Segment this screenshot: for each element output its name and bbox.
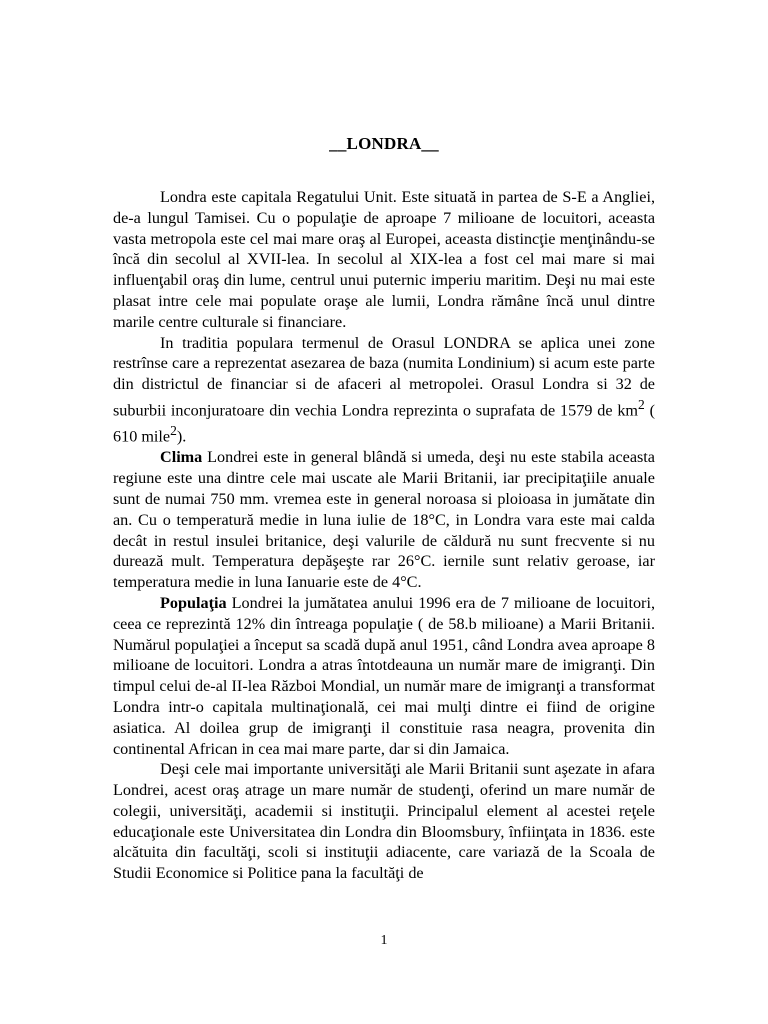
document-body — [113, 187, 655, 884]
superscript-km2: 2 — [638, 396, 645, 412]
population-heading: Populaţia — [160, 593, 227, 612]
paragraph-city-end: ). — [176, 427, 187, 446]
paragraph-education — [113, 759, 655, 884]
paragraph-intro-text: Londra este capitala Regatului Unit. Este situată in partea de S-E a Angliei, de-a lungul Tamisei. Cu o populaţie de aproape 7 milioane de locuitori, aceasta vasta metropola este cel mai mare oraş al Europei, aceasta distincţie menţinându-se încă din secolul al XVII-lea. In secolul al XIX-lea a fost cel mai mare si mai influenţabil oraş din lume, centrul unui puternic imperiu maritim. Deşi nu mai este plasat intre cele mai populate oraşe ale lumii, Londra rămâne încă unul dintre marile centre culturale si financiare. — [113, 188, 655, 331]
page-number: 1 — [380, 933, 388, 948]
superscript-mile2: 2 — [170, 423, 177, 439]
paragraph-climate — [113, 447, 655, 593]
paragraph-climate-text: Londrei este in general blândă si umeda, deşi nu este stabila aceasta regiune este una dintre cele mai uscate ale Marii Britanii, iar precipitaţiile anuale sunt de numai 750 mm. vremea este in general noroasa si ploioasa in jumătate din an. Cu o temperatură medie in luna iulie de 18°C, in Londra vara este mai calda decât in restul insulei britanice, deşi valurile de căldură nu sunt frecvente si nu durează mult. Temperatura depăşeşte rar 26°C. iernile sunt relativ geroase, iar temperatura medie in luna Ianuarie este de 4°C. — [113, 448, 655, 592]
paragraph-city — [113, 333, 655, 448]
paragraph-education-text: Deşi cele mai importante universităţi ale Marii Britanii sunt aşezate in afara Londrei, acest oraş atrage un mare număr de studenţi, oferind un mare număr de colegii, universităţi, academii si instituţii. Principalul element al acestei reţele educaţionale este Universitatea din Londra din Bloomsbury, înfiinţata in 1836. este alcătuita din facultăţi, scoli si instituţii adiacente, care variază de la Scoala de Studii Economice si Politice pana la facultăţi de — [113, 760, 655, 883]
page-title: __LONDRA__ — [329, 134, 439, 153]
climate-heading: Clima — [160, 448, 203, 467]
paragraph-population-text: Londrei la jumătatea anului 1996 era de 7 milioane de locuitori, ceea ce reprezintă 12% din întreaga populaţie ( de 58.b milioane) a Marii Britanii. Numărul populaţiei a început sa scadă după anul 1951, când Londra avea aproape 8 milioane de locuitori. Londra a atras întotdeauna un număr mare de imigranţi. Din timpul celui de-al II-lea Război Mondial, un număr mare de imigranţi a transformat Londra intr-o capitala multinaţională, cei mai mulţi dintre ei fiind de origine asiatica. Al doilea grup de imigranţi il constituie rasa neagra, provenita din continental African in cea mai mare parte, dar si din Jamaica. — [113, 593, 655, 758]
paragraph-intro — [113, 187, 655, 333]
paragraph-city-area: ( 610 mile — [113, 401, 655, 446]
paragraph-city-text: In traditia populara termenul de Orasul LONDRA se aplica unei zone restrînse care a reprezentat asezarea de baza (numita Londinium) si acum este parte din districtul de financiar si de afaceri al metropolei. Orasul Londra si 32 de suburbii inconjuratoare din vechia Londra reprezinta o suprafata de 1579 de km — [113, 333, 655, 420]
paragraph-population — [113, 593, 655, 759]
